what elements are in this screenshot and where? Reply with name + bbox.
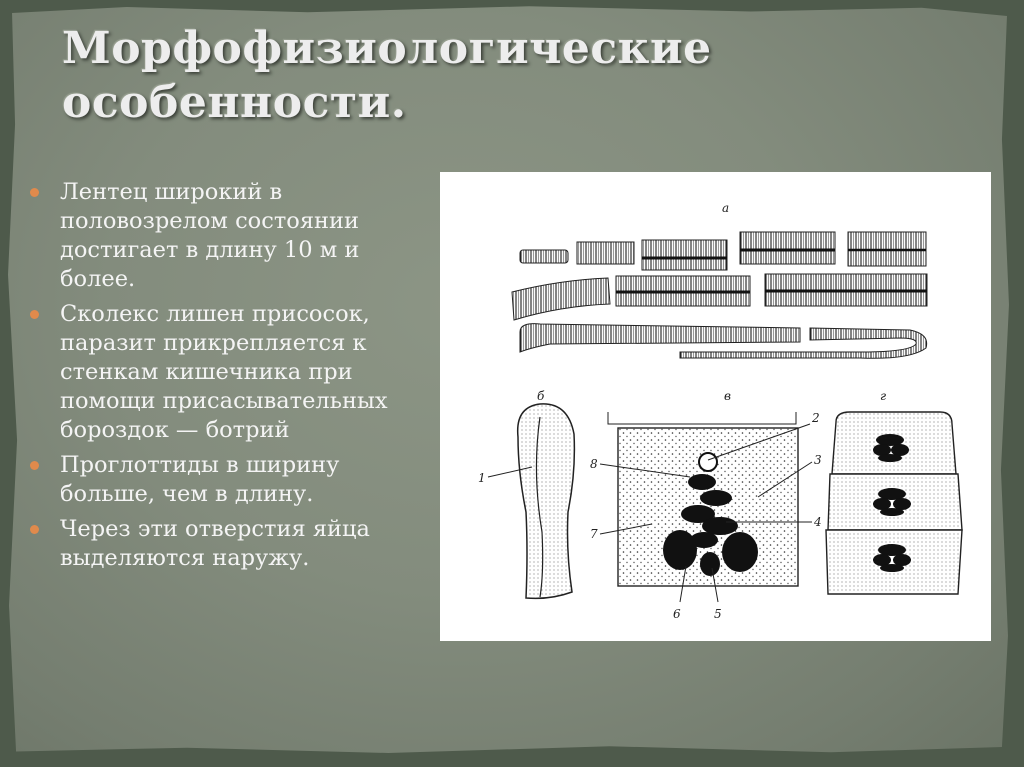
bullet-text: Сколекс лишен присосок, паразит прикрепляется к стенкам кишечника при помощи присасывательных бороздок — ботрий — [60, 301, 388, 443]
label-2: 2 — [812, 411, 820, 425]
bullet-dot-icon — [30, 461, 39, 470]
label-b: б — [537, 389, 545, 403]
label-6: 6 — [673, 607, 681, 621]
strobila-row-1 — [520, 232, 926, 270]
bullet-list — [28, 178, 428, 579]
label-a: а — [722, 201, 730, 215]
label-1: 1 — [478, 471, 486, 485]
title-line-1: Морфофизиологические — [62, 23, 712, 74]
strobila-row-3 — [520, 324, 927, 359]
bullet-item — [28, 515, 428, 573]
label-7: 7 — [590, 527, 598, 541]
bullet-dot-icon — [30, 188, 39, 197]
slide-title — [62, 22, 762, 130]
bullet-dot-icon — [30, 525, 39, 534]
bullet-text: Через эти отверстия яйца выделяются наружу. — [60, 516, 370, 571]
bullet-item — [28, 300, 428, 445]
label-8: 8 — [590, 457, 598, 471]
strobila-row-2 — [512, 274, 927, 320]
bullet-item — [28, 178, 428, 294]
bullet-text: Лентец широкий в половозрелом состоянии достигает в длину 10 м и более. — [60, 179, 360, 292]
proglottid-stack — [826, 412, 962, 594]
label-3: 3 — [814, 453, 822, 467]
tapeworm-drawing — [440, 172, 991, 641]
label-5: 5 — [714, 607, 722, 621]
tapeworm-illustration — [440, 172, 991, 641]
label-g: г — [880, 389, 887, 403]
label-v: в — [724, 389, 731, 403]
title-line-2: особенности. — [62, 77, 407, 128]
bullet-text: Проглоттиды в ширину больше, чем в длину. — [60, 452, 340, 507]
bullet-item — [28, 451, 428, 509]
bullet-dot-icon — [30, 310, 39, 319]
scolex-shape — [518, 404, 575, 599]
label-4: 4 — [814, 515, 822, 529]
